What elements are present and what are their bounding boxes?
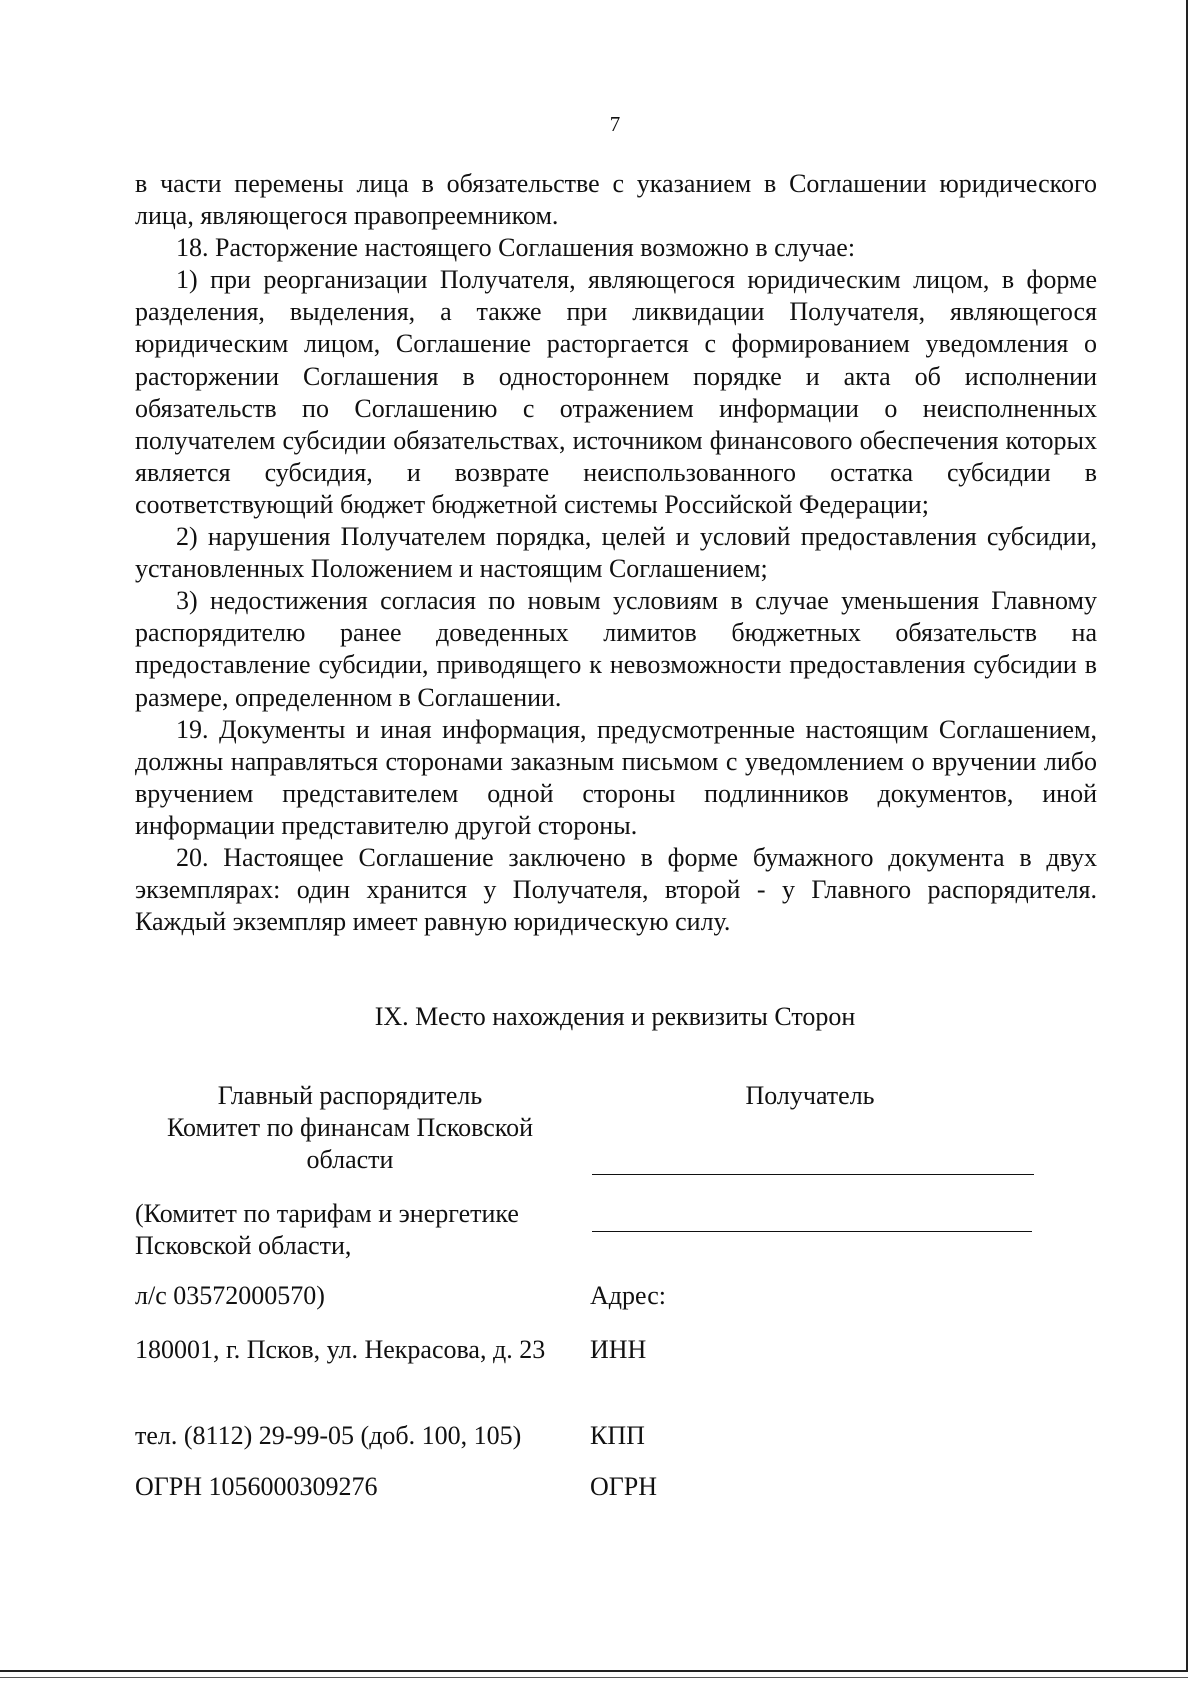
paragraph-19: 19. Документы и иная информация, предусмотренные настоящим Соглашением, должны направляться сторонами заказным письмом с уведомлением о вручении либо вручением представителем одной стороны подлинников документов, иной информации представителю другой стороны.: [135, 714, 1097, 840]
left-party-name: Комитет по финансам Псковской области: [166, 1113, 534, 1174]
paragraph-18-item-1: 1) при реорганизации Получателя, являющегося юридическим лицом, в форме разделения, выделения, а также при ликвидации Получателя, являющегося юридическим лицом, Соглашение расторгается с формированием уведомления о расторжении Соглашения в одностороннем порядке и акта об исполнении обязательств по Соглашению с отражением информации о неисполненных получателем субсидии обязательствах, источником финансового обеспечения которых является субсидия, и возврате неиспользованного остатка субсидии в соответствующий бюджет бюджетной системы Российской Федерации;: [135, 265, 1097, 519]
paragraph-18: 18. Расторжение настоящего Соглашения возможно в случае:: [176, 233, 856, 263]
page-border-bottom: [0, 1670, 1188, 1672]
left-party-header: [135, 1080, 565, 1176]
right-party-kpp-label: КПП: [590, 1421, 645, 1450]
left-party-ogrn: ОГРН 1056000309276: [135, 1472, 378, 1501]
paragraph-18-item-2: 2) нарушения Получателем порядка, целей и условий предоставления субсидии, установленных Положением и настоящим Соглашением;: [135, 522, 1097, 584]
recipient-signature-line-2: [592, 1231, 1032, 1232]
section-heading: IX. Место нахождения и реквизиты Сторон: [374, 1002, 856, 1031]
right-party-address-label: Адрес:: [590, 1281, 666, 1310]
left-party-account: л/с 03572000570): [135, 1281, 325, 1310]
paragraph-20: 20. Настоящее Соглашение заключено в форме бумажного документа в двух экземплярах: один хранится у Получателя, второй - у Главного распорядителя. Каждый экземпляр имеет равную юридическую силу.: [135, 842, 1097, 937]
document-body: [135, 168, 1097, 938]
right-party-title: Получатель: [745, 1081, 875, 1110]
right-party-ogrn-label: ОГРН: [590, 1472, 658, 1501]
left-party-address: 180001, г. Псков, ул. Некрасова, д. 23: [135, 1335, 546, 1364]
paragraph-continuation: в части перемены лица в обязательстве с указанием в Соглашении юридического лица, являющегося правопреемником.: [135, 169, 1097, 231]
left-party-title: Главный распорядитель: [217, 1081, 483, 1110]
right-party-inn-label: ИНН: [590, 1335, 647, 1364]
paragraph-18-item-3: 3) недостижения согласия по новым условиям в случае уменьшения Главному распорядителю ранее доведенных лимитов бюджетных обязательств на предоставление субсидии, приводящего к невозможности предоставления субсидии в размере, определенном в Соглашении.: [135, 586, 1097, 712]
left-party-sub-name: (Комитет по тарифам и энергетике Псковской области,: [135, 1199, 519, 1260]
page-border-right: [1186, 0, 1188, 1672]
left-party-phone: тел. (8112) 29-99-05 (доб. 100, 105): [135, 1421, 522, 1450]
page-border-bottom-inner: [0, 1677, 1188, 1678]
recipient-signature-line-1: [592, 1174, 1034, 1175]
page-number: 7: [609, 112, 621, 136]
